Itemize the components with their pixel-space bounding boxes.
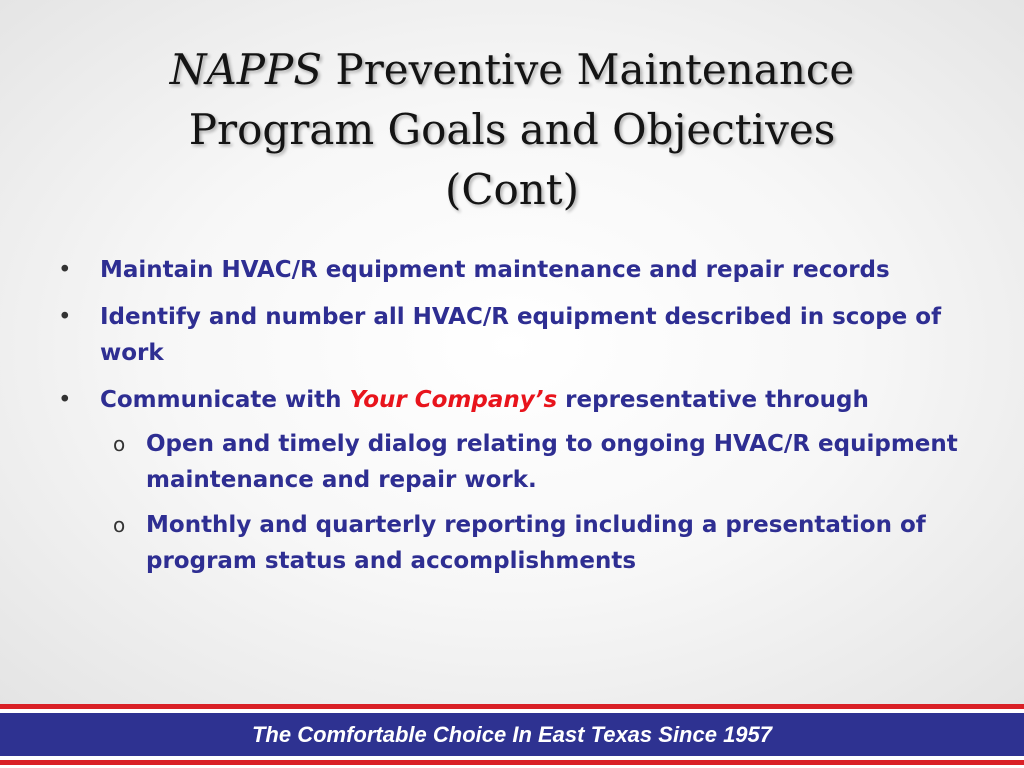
bullet-item-communicate — [56, 382, 971, 579]
footer-tagline: The Comfortable Choice In East Texas Since 1957 — [251, 721, 773, 747]
bullet-text-identify: Identify and number all HVAC/R equipment described in scope of work — [100, 304, 942, 366]
bullet-item-records — [56, 252, 971, 288]
footer-banner — [0, 704, 1024, 768]
footer-red-stripe-top — [0, 704, 1024, 709]
sub-bullet-text-reporting: Monthly and quarterly reporting including a presentation of program status and accomplishments — [146, 512, 926, 574]
sub-bullet-item-reporting — [100, 507, 971, 579]
company-name-highlight: Your Company’s — [349, 387, 558, 413]
bullet-dot-icon: • — [58, 257, 72, 283]
title-line3: (Cont) — [444, 165, 580, 214]
title-line1-rest: Preventive Maintenance — [322, 45, 855, 94]
sub-bullet-text-dialog: Open and timely dialog relating to ongoing HVAC/R equipment maintenance and repair work. — [146, 431, 958, 493]
bullet-dot-icon: • — [58, 387, 72, 413]
bullet-dot-icon: • — [58, 304, 72, 330]
sub-bullet-list — [100, 426, 971, 579]
sub-bullet-item-dialog — [100, 426, 971, 498]
bullet-text-communicate-before: Communicate with — [100, 387, 350, 413]
slide-title — [40, 40, 984, 220]
bullet-text-communicate-after: representative through — [557, 387, 869, 413]
footer-blue-band — [0, 713, 1024, 756]
title-italic-napps: NAPPS — [169, 45, 323, 94]
sub-bullet-circle-icon: o — [113, 432, 126, 456]
title-line2: Program Goals and Objectives — [188, 105, 836, 154]
bullet-text-records: Maintain HVAC/R equipment maintenance and repair records — [100, 257, 890, 283]
footer-red-stripe-bottom — [0, 760, 1024, 765]
bullet-list — [56, 252, 971, 590]
sub-bullet-circle-icon: o — [113, 513, 126, 537]
bullet-item-identify — [56, 299, 971, 371]
